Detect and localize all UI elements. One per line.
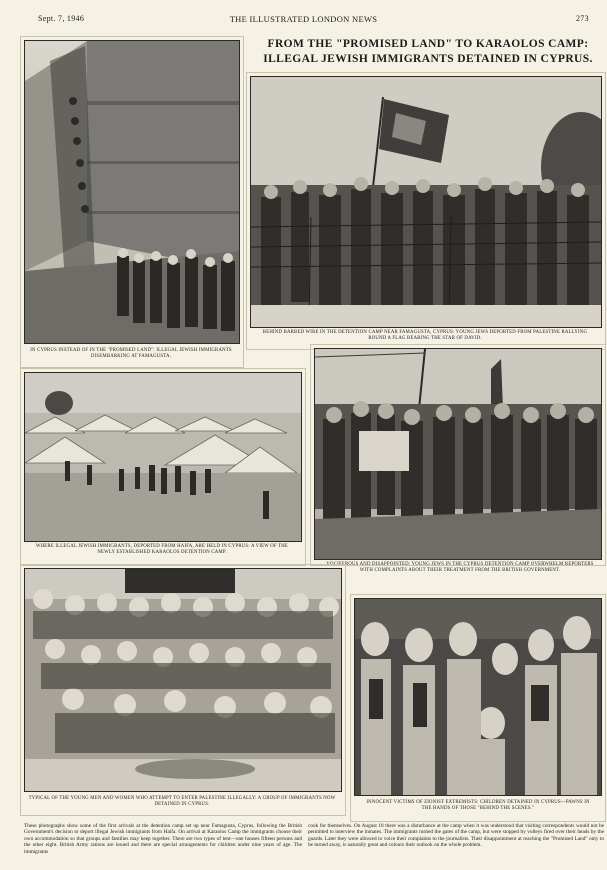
headline-line-2: ILLEGAL JEWISH IMMIGRANTS DETAINED IN CYPRUS. [263,53,593,65]
caption-group: TYPICAL OF THE YOUNG MEN AND WOMEN WHO ATTEMPT TO ENTER PALESTINE ILLEGALLY: A GROUP OF IMMIGRANTS NOW DETAINED IN CYPRUS. [28,796,336,807]
caption-barbed-wire: BEHIND BARBED WIRE IN THE DETENTION CAMP NEAR FAMAGUSTA, CYPRUS: YOUNG JEWS DEPORTED FROM PALESTINE RALLYING ROUND A FLAG BEARING THE STAR OF DAVID. [262,330,588,341]
photo-barbed-wire-flag [250,76,602,328]
caption-tents: WHERE ILLEGAL JEWISH IMMIGRANTS, DEPORTED FROM HAIFA, ARE HELD IN CYPRUS: A VIEW OF THE NEWLY ESTABLISHED KARAOLOS DETENTION CAMP. [35,544,289,555]
photo-ship-disembarking [24,40,240,344]
headline-line-1: FROM THE "PROMISED LAND" TO KARAOLOS CAMP: [267,38,589,50]
photo-detention-camp-tents [24,372,302,542]
photo-children-detained [354,598,602,796]
issue-date: Sept. 7, 1946 [38,14,85,23]
photo-reporters-crowd [314,348,602,560]
caption-children: INNOCENT VICTIMS OF ZIONIST EXTREMISTS: CHILDREN DETAINED IN CYPRUS—PAWNS IN THE HANDS OF THOSE "BEHIND THE SCENES." [366,800,590,811]
body-text-column-2: cook for themselves. On August 18 there was a disturbance at the camp when it was understood that visiting correspondents would not be permitted to interview the inmates. The immigrants rushed the gates of the camp, but were stopped by volleys fired over their heads by the guards. Later they were allowed to voice their complaints to the journalists. Their disappointment at reaching the "Promised Land" only to be turned away, is naturally great and colours their outlook on the whole problem. [308,823,604,849]
body-text-column-1: These photographs show some of the first arrivals at the detention camp set up near Famagusta, Cyprus, following the British Government's decision to deport illegal Jewish immigrants from Haifa. On arrival at Karaolos Camp the immigrants choose their own accommodation so that groups and families may keep together. There are two types of tent—one houses fifteen persons and the other eight. British Army rations are issued and there are special arrangements for children under nine years of age. The immigrants [24,823,302,855]
page-number: 273 [576,14,589,23]
caption-ship: IN CYPRUS INSTEAD OF IN THE "PROMISED LAND": ILLEGAL JEWISH IMMIGRANTS DISEMBARKING AT FAMAGUSTA. [30,348,232,359]
publication-name: THE ILLUSTRATED LONDON NEWS [229,14,378,24]
caption-reporters: VOCIFEROUS AND DISAPPOINTED: YOUNG JEWS IN THE CYPRUS DETENTION CAMP OVERWHELM REPORTERS WITH COMPLAINTS ABOUT THEIR TREATMENT FROM THE BRITISH GOVERNMENT. [326,562,594,573]
photo-group-of-immigrants [24,568,342,792]
